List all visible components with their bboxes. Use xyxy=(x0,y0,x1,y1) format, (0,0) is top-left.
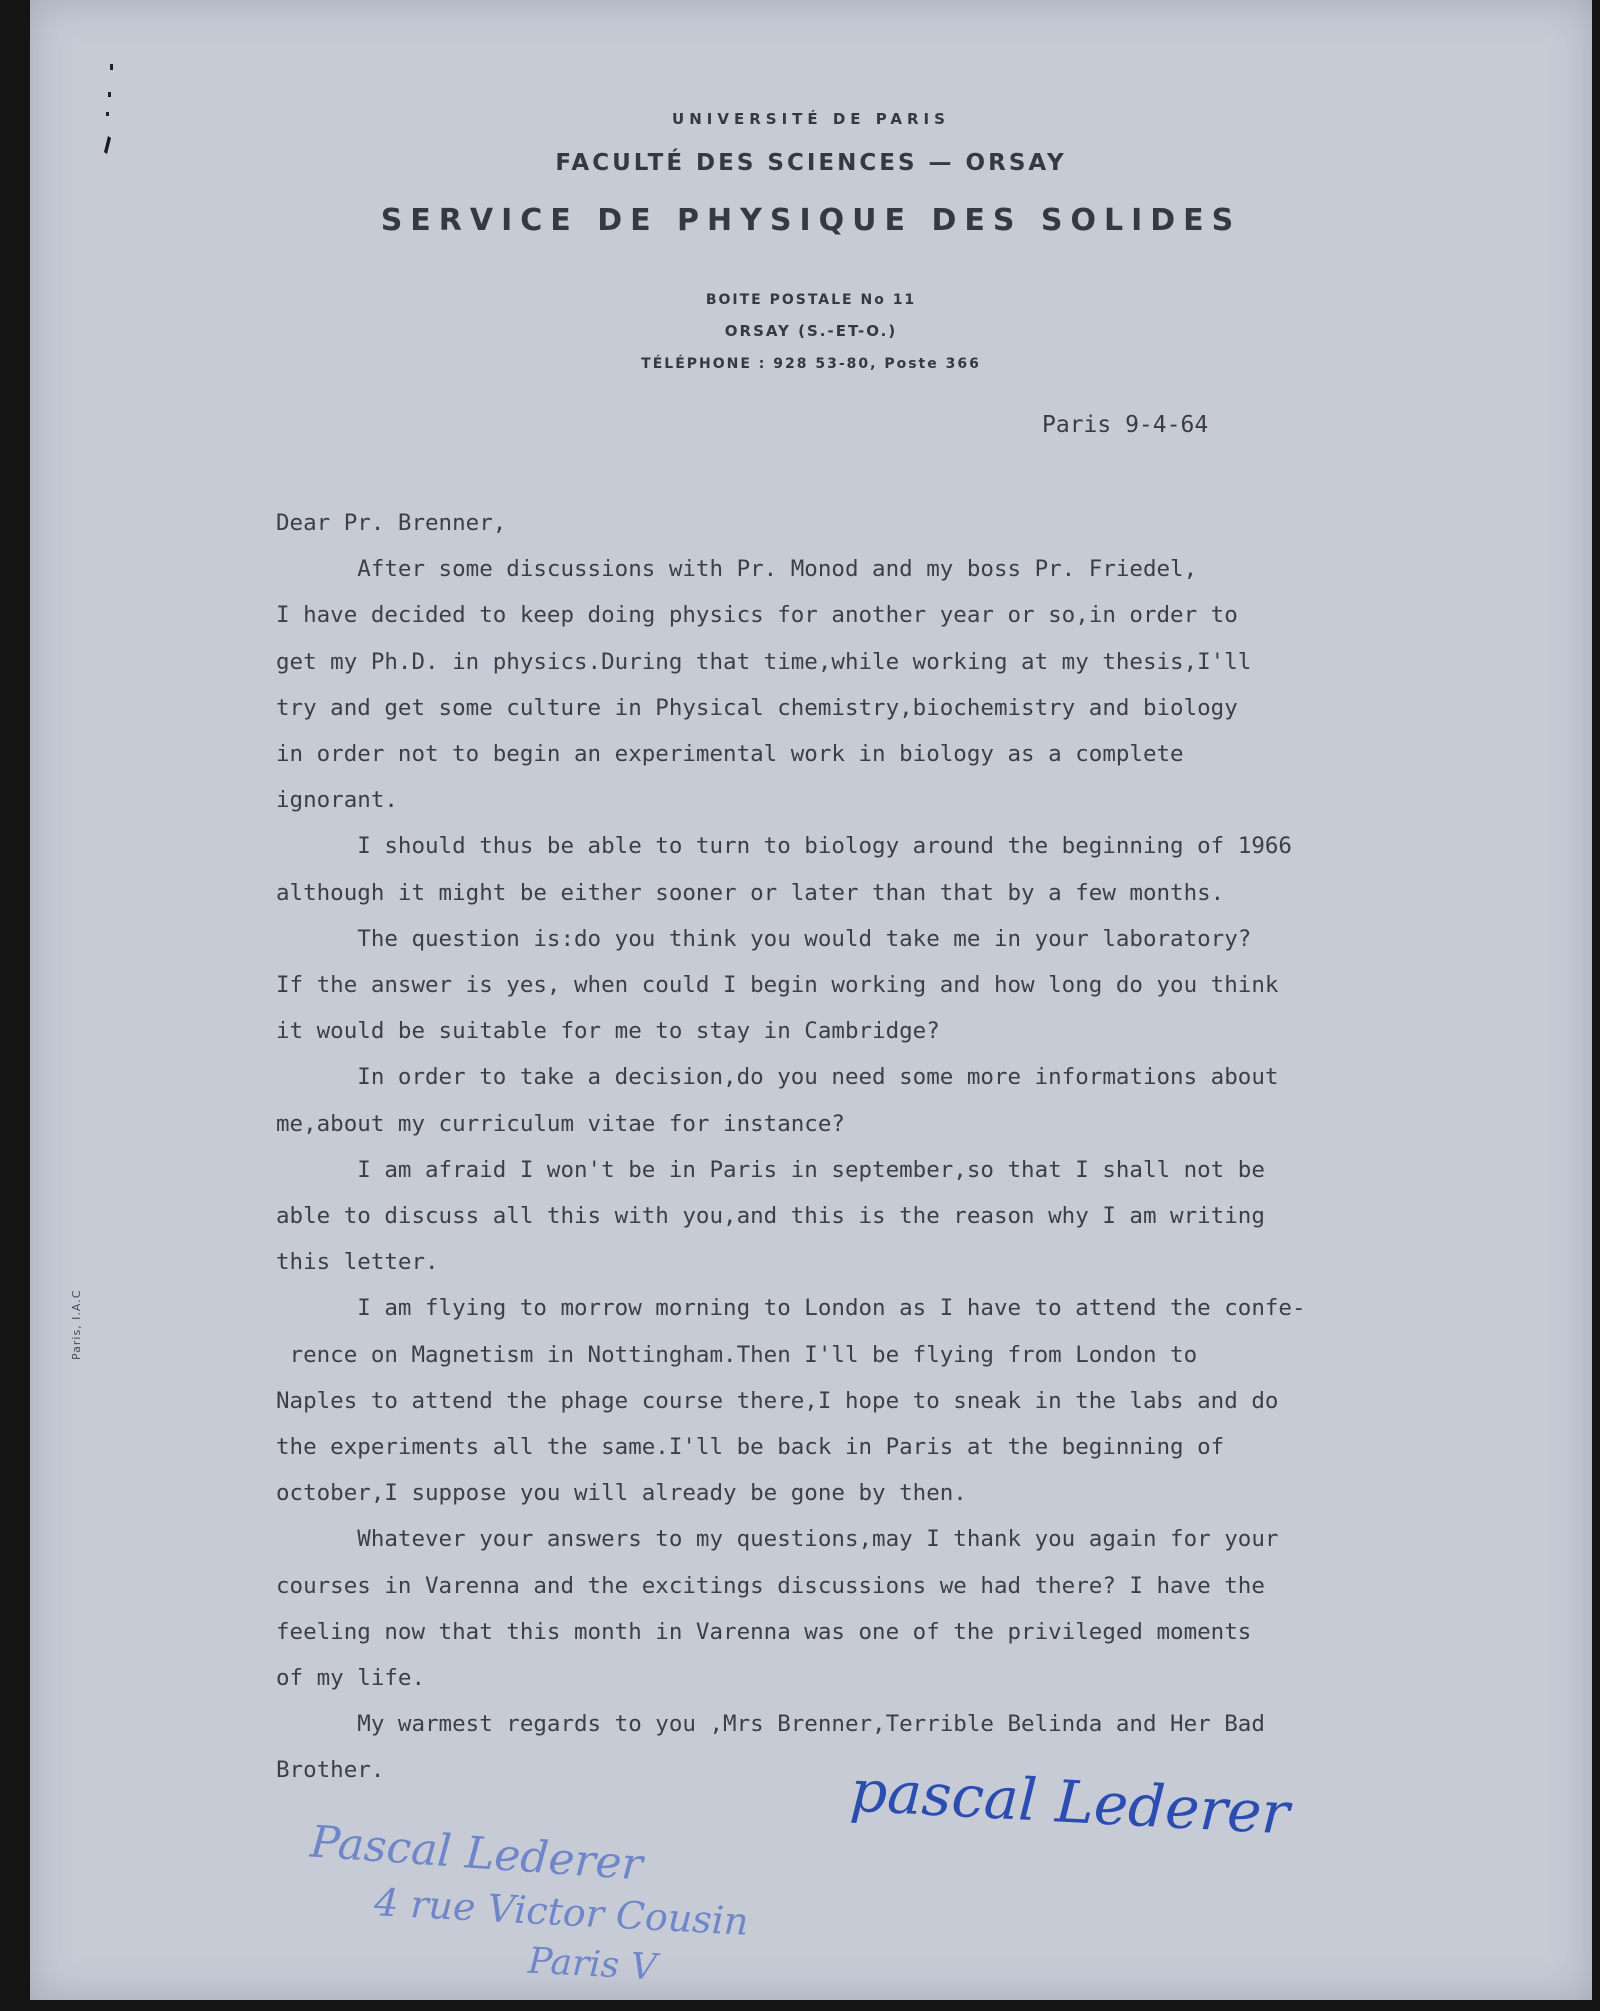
letter-line: After some discussions with Pr. Monod and my boss Pr. Friedel, xyxy=(276,556,1198,583)
letterhead-university: UNIVERSITÉ DE PARIS xyxy=(672,110,950,128)
letter-body xyxy=(276,500,1526,1794)
letter-line: I have decided to keep doing physics for another year or so,in order to xyxy=(276,602,1238,629)
letter-line: My warmest regards to you ,Mrs Brenner,Terrible Belinda and Her Bad xyxy=(276,1711,1265,1738)
handwritten-address-street: 4 rue Victor Cousin xyxy=(373,1880,750,1944)
letter-line: Naples to attend the phage course there,I hope to sneak in the labs and do xyxy=(276,1387,1279,1414)
letter-date: Paris 9-4-64 xyxy=(1042,412,1209,438)
letterhead-city: ORSAY (S.-ET-O.) xyxy=(724,322,898,340)
letter-line: it would be suitable for me to stay in Cambridge? xyxy=(276,1018,940,1045)
letter-line: of my life. xyxy=(276,1665,426,1692)
handwritten-signature: pascal Lederer xyxy=(848,1756,1292,1848)
letter-sheet xyxy=(30,0,1592,2000)
margin-stamp: Paris, I.A.C xyxy=(70,1289,83,1360)
letter-line: The question is:do you think you would take me in your laboratory? xyxy=(276,925,1252,952)
letter-line: able to discuss all this with you,and this is the reason why I am writing xyxy=(276,1203,1265,1230)
letterhead-telephone: TÉLÉPHONE : 928 53-80, Poste 366 xyxy=(641,356,981,372)
letter-line: Brother. xyxy=(276,1757,385,1784)
letter-line: I should thus be able to turn to biology around the beginning of 1966 xyxy=(276,833,1292,860)
letter-line: although it might be either sooner or later than that by a few months. xyxy=(276,879,1225,906)
letter-line: I am afraid I won't be in Paris in september,so that I shall not be xyxy=(276,1156,1265,1183)
letter-line: In order to take a decision,do you need some more informations about xyxy=(276,1064,1279,1091)
letterhead-po-box: BOITE POSTALE No 11 xyxy=(705,292,917,308)
letter-line: october,I suppose you will already be gone by then. xyxy=(276,1480,967,1507)
handwritten-address-name: Pascal Lederer xyxy=(308,1816,645,1891)
letter-line: feeling now that this month in Varenna was one of the privileged moments xyxy=(276,1618,1252,1645)
letter-line: get my Ph.D. in physics.During that time,while working at my thesis,I'll xyxy=(276,648,1252,675)
letter-line: Whatever your answers to my questions,may I thank you again for your xyxy=(276,1526,1279,1553)
letter-line: courses in Varenna and the excitings discussions we had there? I have the xyxy=(276,1572,1265,1599)
letter-line: try and get some culture in Physical chemistry,biochemistry and biology xyxy=(276,694,1238,721)
letter-line: me,about my curriculum vitae for instance? xyxy=(276,1110,845,1137)
letter-line: in order not to begin an experimental work in biology as a complete xyxy=(276,741,1184,768)
letter-line: the experiments all the same.I'll be back in Paris at the beginning of xyxy=(276,1434,1225,1461)
letter-line: ignorant. xyxy=(276,787,398,814)
letter-line: Dear Pr. Brenner, xyxy=(276,510,507,536)
letter-line: If the answer is yes, when could I begin working and how long do you think xyxy=(276,972,1279,999)
letterhead-service: SERVICE DE PHYSIQUE DES SOLIDES xyxy=(380,203,1242,238)
handwritten-address-city: Paris V xyxy=(527,1940,658,1989)
letter-line: this letter. xyxy=(276,1249,439,1276)
letter-line: rence on Magnetism in Nottingham.Then I'll be flying from London to xyxy=(276,1341,1198,1368)
letterhead-faculty: FACULTÉ DES SCIENCES — ORSAY xyxy=(555,150,1067,176)
letter-line: I am flying to morrow morning to London as I have to attend the confe- xyxy=(276,1295,1306,1322)
